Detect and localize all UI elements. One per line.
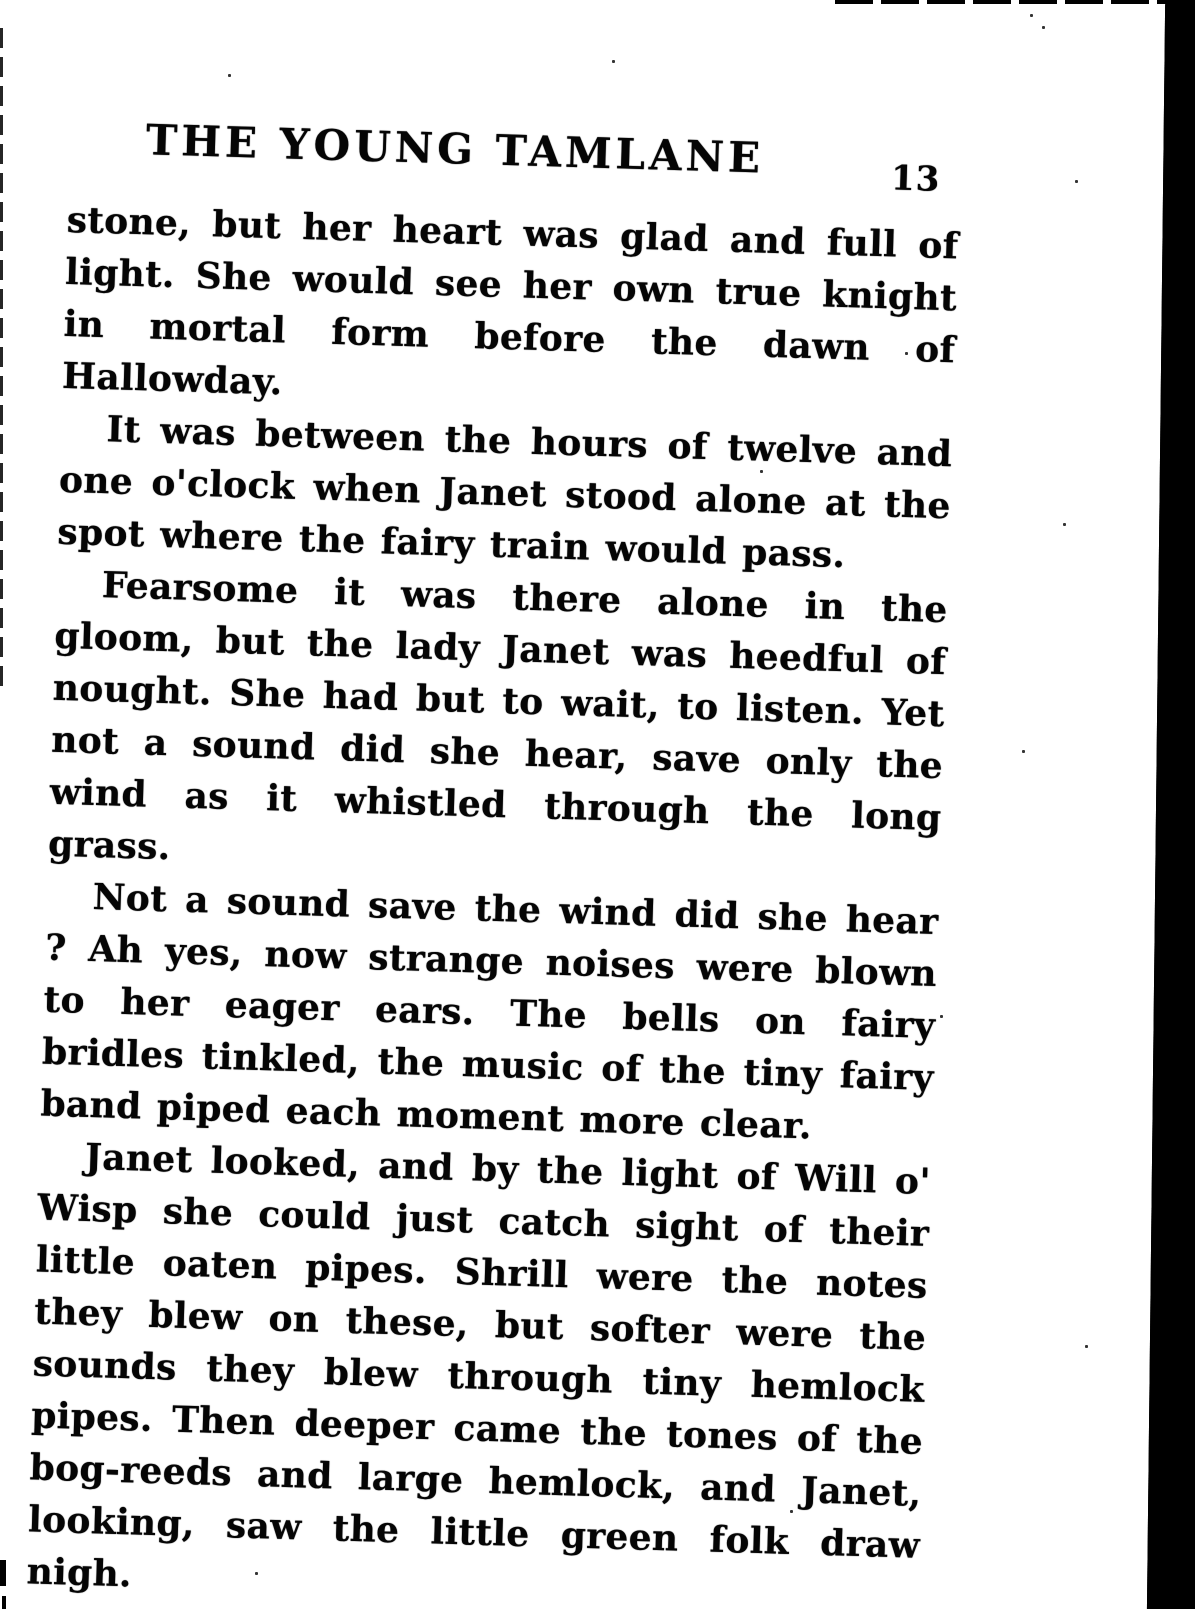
paragraph-2: It was between the hours of twelve and one o'clock when Janet stood alone at the spot where the fairy train would pass.: [56, 408, 953, 577]
scan-edge-right-bar: [1148, 0, 1195, 1609]
paragraph-5: Janet looked, and by the light of Will o' Wisp she could just catch sight of their little oaten pipes. Shrill were the notes they blew on these, but softer were the sounds they blew through tiny hemlock pipes. Then deeper came the tones of the bog-reeds and large hemlock, and Janet, looking, saw the little green folk draw nigh.: [26, 1135, 932, 1596]
scan-speckle: [612, 60, 615, 63]
scan-speckle: [228, 74, 231, 77]
scan-edge-top-line: [835, 0, 1195, 4]
paragraph-1: stone, but her heart was glad and full of light. She would see her own true knight in mortal form before the dawn of Hallowday.: [61, 198, 960, 404]
scan-speckle: [1085, 1345, 1088, 1348]
story-text: [26, 194, 959, 1609]
scan-mark-bottom-left: [0, 1560, 6, 1586]
scan-speckle: [940, 1015, 943, 1018]
page-number: 13: [890, 158, 941, 200]
scan-speckle: [1063, 523, 1066, 526]
running-header: [68, 112, 961, 200]
scan-mark-bottom-left: [2, 1596, 6, 1609]
scan-speckle: [1022, 750, 1025, 753]
scan-speckle: [1042, 26, 1045, 29]
paragraph-4: Not a sound save the wind did she hear ? Ah yes, now strange noises were blown to her eager ears. The bells on fairy bridles tinkled, the music of the tiny fairy band piped each moment more clear.: [39, 876, 939, 1148]
scan-speckle: [1030, 14, 1033, 17]
paragraph-3: Fearsome it was there alone in the gloom, but the lady Janet was heedful of nought. She had but to wait, to listen. Yet not a sound did she hear, save only the wind as it whistled through the long grass.: [47, 564, 949, 869]
scan-scratch-left: [0, 28, 3, 688]
scan-speckle: [1075, 180, 1078, 183]
page-title: THE YOUNG TAMLANE: [145, 115, 765, 183]
page-content: [26, 112, 962, 1609]
